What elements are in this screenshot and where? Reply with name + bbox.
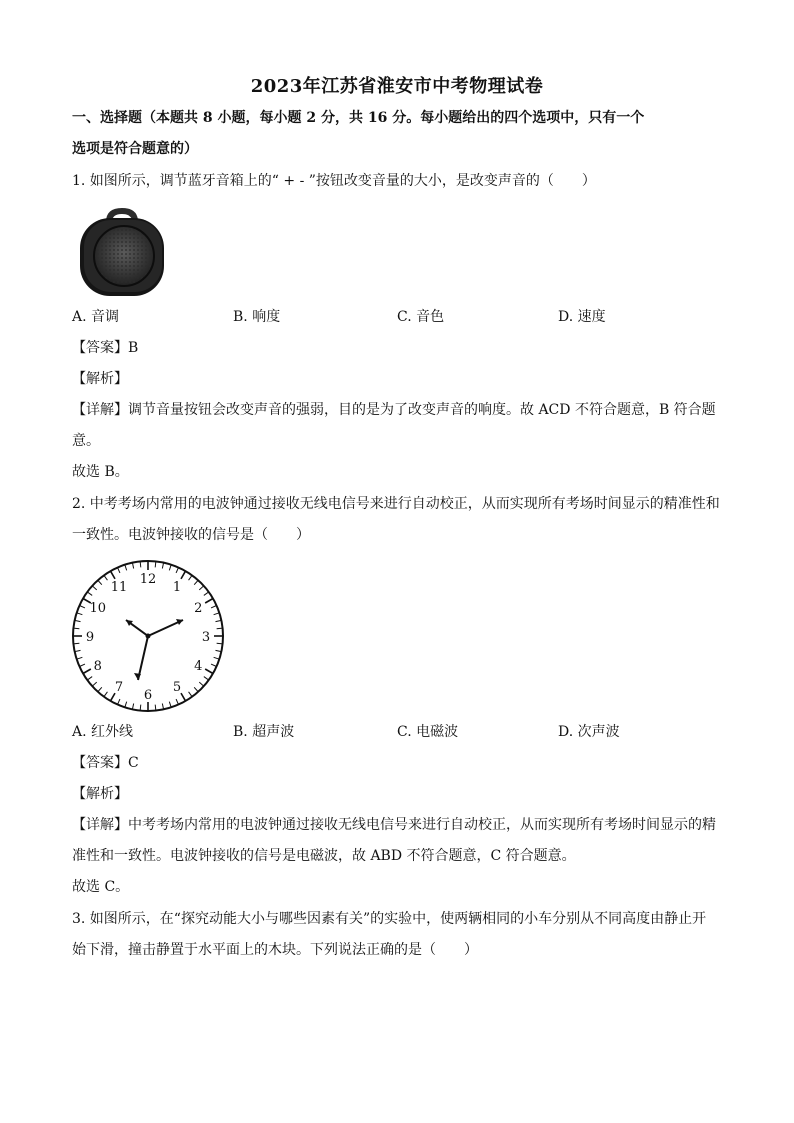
- q2-stem-line1: 2. 中考考场内常用的电波钟通过接收无线电信号来进行自动校正，从而实现所有考场时间显示的精准性和: [72, 496, 720, 512]
- clock-numeral: 5: [172, 680, 182, 696]
- clock-numeral: 12: [139, 572, 157, 587]
- clock-tick: [155, 561, 156, 567]
- clock-numeral: 8: [93, 659, 102, 674]
- clock-numeral: 11: [110, 579, 128, 595]
- q1-detail-line2: 意。: [72, 433, 100, 449]
- clock-figure: [70, 558, 226, 714]
- section-heading-line1: 一、选择题（本题共 8 小题，每小题 2 分，共 16 分。每小题给出的四个选项中，只有一个: [72, 110, 645, 126]
- clock-numeral: 6: [143, 688, 153, 703]
- bluetooth-speaker-icon: [76, 204, 168, 300]
- q3-stem-line1: 3. 如图所示，在“探究动能大小与哪些因素有关”的实验中，使两辆相同的小车分别从不同高度由静止开: [72, 911, 707, 927]
- q2-option-c: C. 电磁波: [397, 724, 459, 740]
- clock-numeral: 10: [89, 601, 107, 616]
- q2-option-d: D. 次声波: [558, 724, 620, 740]
- clock-numeral: 7: [114, 680, 124, 696]
- clock-tick: [217, 643, 223, 644]
- q2-stem-line2: 一致性。电波钟接收的信号是（ ）: [72, 527, 310, 543]
- q2-detail-line1: 【详解】中考考场内常用的电波钟通过接收无线电信号来进行自动校正，从而实现所有考场时间显示的精: [72, 817, 716, 833]
- clock-numeral: 3: [201, 630, 211, 645]
- clock-tick: [217, 628, 223, 629]
- q1-option-b: B. 响度: [233, 309, 281, 325]
- q1-option-a: A. 音调: [72, 309, 120, 325]
- section-heading-line2: 选项是符合题意的）: [72, 141, 198, 157]
- clock-numeral: 4: [194, 659, 203, 674]
- clock-tick: [73, 643, 79, 644]
- clock-tick: [73, 628, 79, 629]
- q1-stem: 1. 如图所示，调节蓝牙音箱上的“ + - ”按钮改变音量的大小，是改变声音的（ ）: [72, 173, 596, 189]
- clock-tick: [140, 561, 141, 567]
- q2-analysis-label: 【解析】: [72, 786, 128, 802]
- q2-option-b: B. 超声波: [233, 724, 295, 740]
- clock-center: [146, 634, 151, 639]
- q2-option-a: A. 红外线: [72, 724, 134, 740]
- clock-numeral: 9: [85, 630, 95, 645]
- clock-tick: [140, 705, 141, 711]
- q1-choose: 故选 B。: [72, 464, 129, 480]
- clock-numeral: 2: [194, 601, 203, 616]
- clock-tick: [155, 705, 156, 711]
- q1-detail-line1: 【详解】调节音量按钮会改变声音的强弱，目的是为了改变声音的响度。故 ACD 不符合题意，B 符合题: [72, 402, 716, 418]
- q2-answer: 【答案】C: [72, 755, 139, 771]
- q2-choose: 故选 C。: [72, 879, 130, 895]
- q1-analysis-label: 【解析】: [72, 371, 128, 387]
- q1-option-c: C. 音色: [397, 309, 445, 325]
- clock-numeral: 1: [172, 579, 182, 595]
- page-title: 2023年江苏省淮安市中考物理试卷: [250, 76, 544, 97]
- q1-option-d: D. 速度: [558, 309, 606, 325]
- q1-answer: 【答案】B: [72, 340, 139, 356]
- q3-stem-line2: 始下滑，撞击静置于水平面上的木块。下列说法正确的是（ ）: [72, 942, 478, 958]
- q2-detail-line2: 准性和一致性。电波钟接收的信号是电磁波，故 ABD 不符合题意，C 符合题意。: [72, 848, 576, 864]
